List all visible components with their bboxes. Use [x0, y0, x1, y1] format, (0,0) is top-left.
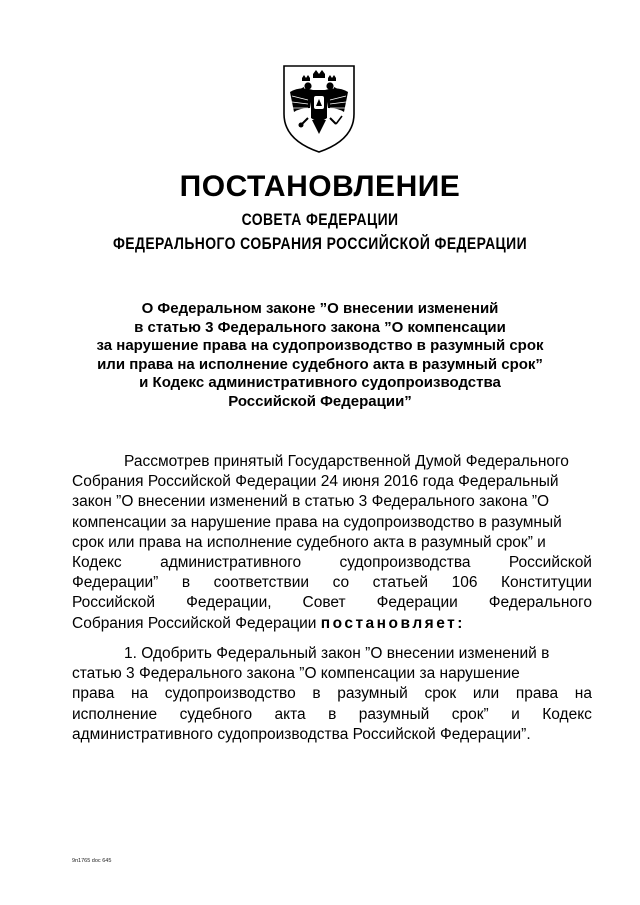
preamble-line: Рассмотрев принятый Государственной Думой Федерального [124, 453, 569, 470]
word: Конституции [501, 574, 592, 592]
preamble-line-justified [72, 593, 592, 613]
law-title-line: в статью 3 Федерального закона ”О компенсации [134, 318, 506, 336]
word: или [472, 685, 500, 703]
issuer-line-1: СОВЕТА ФЕДЕРАЦИИ [241, 210, 399, 229]
word: права [515, 685, 559, 703]
item-line-justified [72, 684, 592, 704]
word: в [181, 574, 191, 592]
word: исполнение [72, 705, 158, 723]
word: разумный [358, 705, 430, 723]
word: на [130, 685, 149, 703]
word: срок [424, 685, 457, 703]
word: со [332, 574, 350, 592]
word: в [328, 705, 337, 723]
word: судопроизводства [339, 554, 471, 572]
law-title-line: О Федеральном законе ”О внесении изменений [141, 300, 499, 317]
word: судопроизводство [164, 685, 296, 703]
coat-of-arms-emblem [280, 62, 358, 154]
preamble-text: Собрания Российской Федерации [72, 614, 317, 632]
word: административного [160, 554, 302, 572]
word: Кодекс [72, 554, 122, 572]
document-code: 9п1765 doc 645 [72, 858, 112, 864]
preamble-line-justified [72, 553, 592, 573]
russian-coat-of-arms-icon [280, 62, 358, 154]
word: Федерации [376, 594, 458, 612]
preamble-line: Собрания Российской Федерации 24 июня 2016 года Федеральный [72, 473, 559, 491]
preamble-line [72, 614, 592, 634]
word: Российской [508, 554, 592, 572]
preamble-line: закон ”О внесении изменений в статью 3 Федерального закона ”О [72, 493, 550, 511]
preamble-line: срок или права на исполнение судебного акта в разумный срок” и [72, 533, 546, 551]
preamble-line-justified [72, 573, 592, 593]
word: соответствии [213, 574, 310, 592]
law-title-line: за нарушение права на судопроизводство в разумный срок [96, 337, 544, 354]
word: Российской [72, 594, 156, 612]
resolution-keyword: постановляет: [320, 614, 465, 632]
item-line: статью 3 Федерального закона ”О компенсации за нарушение [72, 665, 520, 683]
law-title-line: Российской Федерации” [228, 392, 412, 410]
item-line: 1. Одобрить Федеральный закон ”О внесении изменений в [124, 645, 550, 662]
word: Совет [302, 594, 346, 612]
word: права [72, 685, 115, 703]
word: в [312, 685, 321, 703]
law-title-line: и Кодекс административного судопроизводства [139, 374, 501, 391]
word: Кодекс [542, 705, 592, 723]
preamble-paragraph [72, 452, 592, 634]
item-line: административного судопроизводства Российской Федерации”. [72, 725, 531, 743]
word: 106 [451, 574, 478, 592]
word: Федерации, [186, 594, 272, 612]
document-title: ПОСТАНОВЛЕНИЕ [179, 170, 461, 203]
law-title [0, 300, 640, 411]
word: разумный [337, 685, 408, 703]
item-line-justified [72, 705, 592, 725]
word: срок” [451, 705, 489, 723]
preamble-line: компенсации за нарушение права на судопроизводство в разумный [72, 513, 562, 531]
word: Федерации” [72, 574, 159, 592]
word: акта [274, 705, 306, 723]
resolution-item-1 [72, 644, 592, 745]
word: на [574, 685, 592, 703]
word: и [511, 705, 520, 723]
word: судебного [179, 705, 253, 723]
law-title-line: или права на исполнение судебного акта в разумный срок” [97, 355, 543, 373]
issuer-line-2: ФЕДЕРАЛЬНОГО СОБРАНИЯ РОССИЙСКОЙ ФЕДЕРАЦИИ [112, 234, 528, 253]
word: статьей [372, 574, 429, 592]
word: Федерального [488, 594, 592, 612]
